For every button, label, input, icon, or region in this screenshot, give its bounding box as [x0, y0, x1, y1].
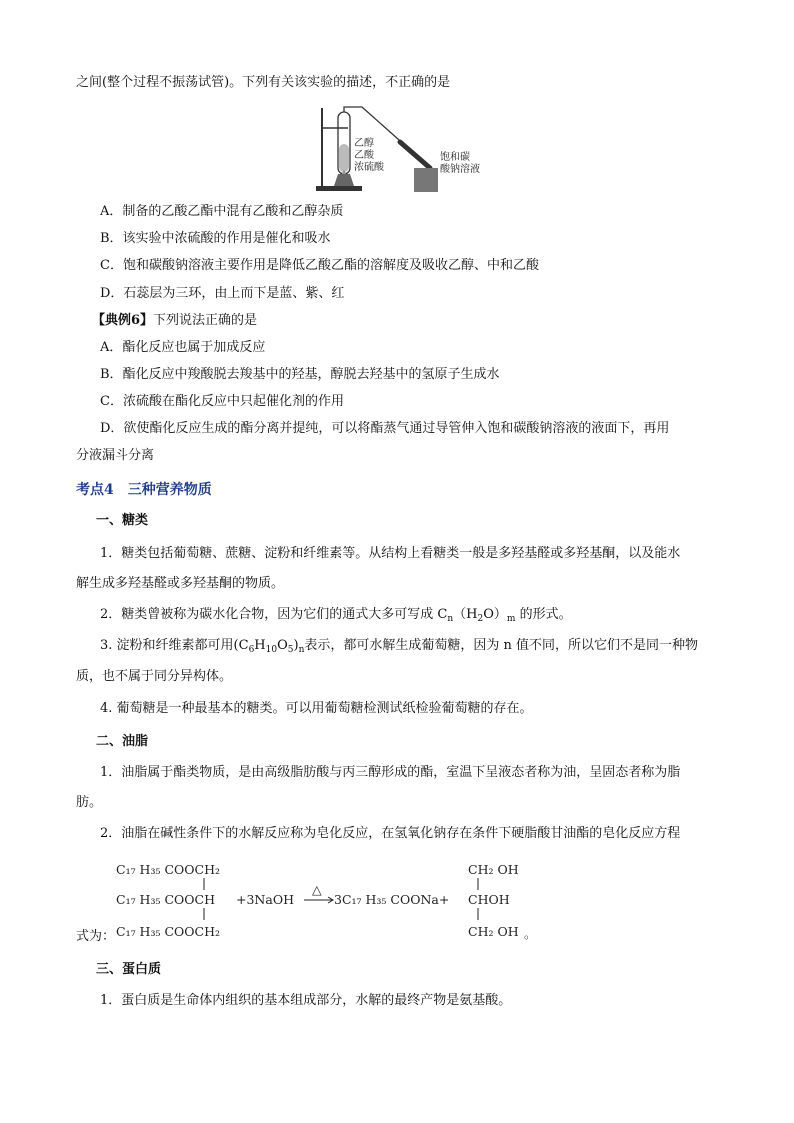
eq-right-row-1: CH₂ OH [468, 862, 519, 877]
ex6-option-d: D．欲使酯化反应生成的酯分离并提纯，可以将酯蒸气通过导管伸入饱和碳酸钠溶液的液面下，再用 [100, 421, 670, 436]
sugar-p1-line1: 1．糖类包括葡萄糖、蔗糖、淀粉和纤维素等。从结构上看糖类一般是多羟基醛或多羟基酮，以及能水 [100, 546, 681, 561]
fat-p1-line2: 肪。 [76, 795, 103, 810]
example6-question [92, 312, 257, 330]
fig-label-na2co3: 酸钠溶液 [440, 164, 480, 175]
eq-period: 。 [524, 926, 537, 941]
eq-product-soap: 3C₁₇ H₃₅ COONa+ [334, 892, 450, 907]
fig-label-ethanol: 乙醇 [354, 138, 374, 149]
tube-liquid [339, 144, 349, 172]
receiving-tube [400, 142, 430, 168]
ex6-option-b: B．酯化反应中羧酸脱去羧基中的羟基，醇脱去羟基中的氢原子生成水 [100, 367, 500, 382]
wooden-block [414, 168, 438, 192]
example6-tag: 【典例6】 [92, 313, 154, 328]
fat-heading: 二、油脂 [96, 734, 149, 749]
q5-option-b: B．该实验中浓硫酸的作用是催化和吸水 [100, 231, 331, 246]
alcohol-lamp [334, 174, 354, 186]
saponification-equation [112, 858, 552, 948]
protein-heading: 三、蛋白质 [96, 962, 162, 977]
q5-option-c: C．饱和碳酸钠溶液主要作用是降低乙酸乙酯的溶解度及吸收乙醇、中和乙酸 [100, 258, 539, 273]
fat-p2: 2．油脂在碱性条件下的水解反应称为皂化反应，在氢氧化钠存在条件下硬脂酸甘油酯的皂化反应方程 [100, 826, 681, 841]
eq-heat-condition: △ [312, 882, 322, 897]
sugar-p3-line2: 质，也不属于同分异构体。 [76, 669, 233, 684]
sugar-p4: 4. 葡萄糖是一种最基本的糖类。可以用葡萄糖检测试纸检验葡萄糖的存在。 [100, 701, 533, 716]
sugar-heading: 一、糖类 [96, 513, 149, 528]
eq-left-row-1: C₁₇ H₃₅ COOCH₂ [116, 862, 220, 877]
ex6-option-a: A．酯化反应也属于加成反应 [100, 340, 266, 355]
eq-right-row-3: CH₂ OH [468, 924, 519, 939]
q5-option-d: D．石蕊层为三环，由上而下是蓝、紫、红 [100, 286, 345, 301]
fat-p1-line1: 1．油脂属于酯类物质，是由高级脂肪酸与丙三醇形成的酯，室温下呈液态者称为油，呈固态者称为脂 [100, 765, 681, 780]
eq-right-row-2: CHOH [468, 892, 510, 907]
eq-left-row-2: C₁₇ H₃₅ COOCH [116, 892, 215, 907]
ex6-option-d-cont: 分液漏斗分离 [76, 448, 155, 463]
sugar-p3-line1: 3. 淀粉和纤维素都可用$(C_6H_{10}O_5)_n$表示，都可水解生成葡萄糖，因为 n 值不同，所以它们不是同一种物 [100, 638, 699, 655]
fig-label-saturated: 饱和碳 [440, 152, 470, 163]
intro-line: 之间(整个过程不振荡试管)。下列有关该实验的描述，不正确的是 [76, 75, 451, 90]
protein-p1: 1．蛋白质是生命体内组织的基本组成部分，水解的最终产物是氨基酸。 [100, 993, 512, 1008]
eq-left-row-3: C₁₇ H₃₅ COOCH₂ [116, 924, 220, 939]
q5-option-a: A．制备的乙酸乙酯中混有乙酸和乙醇杂质 [100, 204, 344, 219]
stand-base [316, 186, 362, 191]
fig-label-sulfuric-acid: 浓硫酸 [354, 162, 384, 173]
sugar-p2: 2．糖类曾被称为碳水化合物，因为它们的通式大多可写成 $C_n(H_2O)_m$ 的形式。 [100, 607, 572, 624]
example6-text: 下列说法正确的是 [153, 313, 258, 328]
esterification-apparatus-figure [308, 104, 488, 196]
ex6-option-c: C．浓硫酸在酯化反应中只起催化剂的作用 [100, 394, 344, 409]
fat-p2-end: 式为： [76, 929, 116, 944]
section-title: 考点4 三种营养物质 [76, 482, 212, 498]
fig-label-acetic-acid: 乙酸 [354, 150, 374, 161]
eq-reagent: +3NaOH [236, 892, 294, 907]
sugar-p1-line2: 解生成多羟基醛或多羟基酮的物质。 [76, 576, 285, 591]
